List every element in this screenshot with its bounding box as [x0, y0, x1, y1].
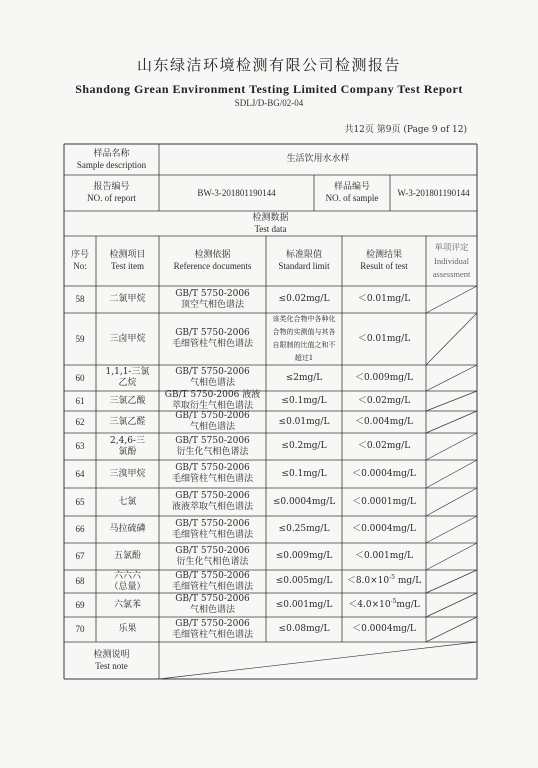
- row-item-line: 1,1,1-三氯: [105, 367, 150, 377]
- test-data-label-line: 检测数据: [252, 212, 289, 223]
- row-reference-line: 气相色谱法: [189, 605, 235, 615]
- col-header-assessment-line: assessment: [432, 268, 471, 279]
- row-reference: [159, 516, 266, 543]
- row-limit-line: 该类化合物中各种化: [272, 315, 336, 323]
- row-reference-line: GB/T 5750-2006: [175, 618, 250, 629]
- assessment-diagonal: [426, 617, 477, 642]
- row-reference: [159, 617, 266, 642]
- row-limit-line: ≤0.08mg/L: [278, 624, 330, 634]
- row-result: [342, 391, 426, 411]
- row-reference-line: GB/T 5750-2006: [175, 518, 250, 529]
- assessment-diagonal: [426, 570, 477, 593]
- document-number: SDLJ/D-BG/02-04: [234, 98, 304, 108]
- col-header-assessment-line: 单项评定: [434, 242, 469, 253]
- sample-number-label: [314, 175, 390, 211]
- col-header-item-line: 检测项目: [109, 250, 146, 260]
- col-header-reference: [159, 236, 266, 286]
- row-reference-line: GB/T 5750-2006: [175, 411, 250, 421]
- row-limit-line: ≤2mg/L: [285, 372, 323, 383]
- row-limit: [266, 286, 342, 313]
- row-result-text: ＜0.001mg/L: [354, 551, 414, 561]
- row-result-text: ＜0.02mg/L: [357, 441, 411, 451]
- row-result-text: ＜0.004mg/L: [354, 416, 414, 427]
- col-header-limit: [266, 236, 342, 286]
- row-reference-line: GB/T 5750-2006: [175, 545, 250, 556]
- row-no: [64, 460, 96, 488]
- row-item-line: 三氯乙醛: [109, 416, 146, 427]
- sample-number-value: [390, 175, 477, 211]
- row-limit-line: ≤0.1mg/L: [281, 468, 327, 479]
- row-reference: [159, 460, 266, 488]
- row-no: [64, 488, 96, 516]
- row-no-line: 61: [75, 395, 85, 406]
- row-limit: [266, 411, 342, 433]
- row-no-line: 66: [75, 524, 85, 534]
- report-number-label: [64, 175, 159, 211]
- row-reference: [159, 391, 266, 411]
- assessment-diagonal: [426, 411, 477, 433]
- test-note-label-line: Test note: [95, 660, 128, 671]
- sample-description-label: [64, 144, 159, 175]
- row-limit-line: ≤0.02mg/L: [278, 294, 330, 304]
- row-limit-line: ≤0.1mg/L: [281, 395, 327, 406]
- row-no: [64, 570, 96, 593]
- row-item-line: 五氯酚: [113, 551, 141, 561]
- sample-description-label-line: 样品名称: [93, 148, 130, 159]
- assessment-diagonal: [426, 365, 477, 391]
- row-limit: [266, 516, 342, 543]
- assessment-diagonal: [426, 460, 477, 488]
- row-reference: [159, 543, 266, 570]
- row-item-line: 2,4,6-三: [110, 435, 145, 446]
- row-no: [64, 543, 96, 570]
- col-header-assessment: [426, 236, 477, 286]
- row-item-line: 马拉硫磷: [109, 524, 146, 534]
- row-reference-line: 毛细管柱气相色谱法: [171, 581, 253, 592]
- report-number-label-line: 报告编号: [93, 182, 130, 192]
- report-title-en: Shandong Grean Environment Testing Limited Company Test Report: [75, 82, 463, 96]
- row-limit: [266, 543, 342, 570]
- test-data-label-line: Test data: [254, 223, 287, 234]
- row-result-text: ＜0.0004mg/L: [352, 524, 416, 534]
- row-result-text: ＜0.009mg/L: [354, 372, 414, 383]
- row-item-line: 六氯苯: [113, 599, 141, 610]
- row-limit-line: ≤0.001mg/L: [275, 599, 333, 610]
- row-no-line: 62: [75, 416, 85, 427]
- report-number-value: [159, 175, 314, 211]
- row-no: [64, 593, 96, 617]
- row-no: [64, 313, 96, 365]
- row-reference-line: GB/T 5750-2006 液液: [164, 390, 261, 400]
- row-limit: [266, 593, 342, 617]
- assessment-diagonal: [426, 286, 477, 313]
- row-reference-line: 毛细管柱气相色谱法: [171, 629, 253, 640]
- test-note-label-line: 检测说明: [93, 649, 130, 660]
- row-reference-line: GB/T 5750-2006: [175, 435, 250, 446]
- row-limit-line: ≤0.01mg/L: [278, 416, 330, 427]
- row-result: [342, 543, 426, 570]
- assessment-diagonal: [426, 488, 477, 516]
- row-result: [342, 411, 426, 433]
- row-result-text: ＜0.0004mg/L: [352, 468, 416, 479]
- row-result: [342, 593, 426, 617]
- row-reference: [159, 433, 266, 460]
- note-diagonal: [159, 642, 477, 679]
- row-reference-line: 毛细管柱气相色谱法: [171, 529, 253, 540]
- result-exponent: -5: [389, 574, 395, 581]
- row-result: [342, 516, 426, 543]
- row-reference: [159, 411, 266, 433]
- row-reference: [159, 286, 266, 313]
- row-item: [96, 313, 159, 365]
- row-item: [96, 391, 159, 411]
- col-header-limit-line: Standard limit: [278, 261, 330, 271]
- row-result: [342, 460, 426, 488]
- row-item: [96, 411, 159, 433]
- row-item-line: 六六六: [113, 570, 141, 581]
- col-header-result-line: 检测结果: [365, 250, 402, 260]
- row-limit-line: 超过1: [294, 354, 314, 362]
- row-result: [342, 286, 426, 313]
- col-header-limit-line: 标准限值: [285, 250, 322, 260]
- row-result: [342, 313, 426, 365]
- row-item: [96, 516, 159, 543]
- row-limit-line: ≤0.009mg/L: [275, 551, 333, 561]
- row-item: [96, 593, 159, 617]
- row-no: [64, 286, 96, 313]
- row-reference-line: GB/T 5750-2006: [175, 570, 250, 581]
- row-item: [96, 433, 159, 460]
- col-header-assessment-line: Individual: [434, 255, 469, 266]
- report-title-cn: 山东绿洁环境检测有限公司检测报告: [136, 56, 401, 74]
- row-result: [342, 570, 426, 593]
- page-info: 共12页 第9页 (Page 9 of 12): [344, 125, 467, 135]
- row-item-line: （总量）: [109, 581, 146, 592]
- row-limit: [266, 617, 342, 642]
- row-result-text: $<4.0\times 10^{-5}mg/L$: [348, 597, 420, 610]
- result-exponent: -5: [390, 597, 397, 605]
- row-item: [96, 460, 159, 488]
- assessment-diagonal: [426, 516, 477, 543]
- row-limit: [266, 570, 342, 593]
- assessment-diagonal: [426, 433, 477, 460]
- row-reference-line: GB/T 5750-2006: [175, 463, 250, 473]
- sample-number-label-line: 样品编号: [333, 182, 370, 192]
- row-result-text: $<8.0\times 10^{-5}$ mg/L: [346, 574, 422, 586]
- test-note-label: [64, 642, 159, 679]
- row-no-line: 69: [75, 599, 85, 610]
- assessment-diagonal: [426, 313, 477, 365]
- row-reference-line: GB/T 5750-2006: [175, 491, 250, 501]
- row-no: [64, 617, 96, 642]
- row-reference-line: 顶空气相色谱法: [180, 299, 244, 310]
- row-item: [96, 286, 159, 313]
- test-data-label: [64, 211, 477, 236]
- sample-description-value-line: 生活饮用水水样: [286, 154, 350, 164]
- row-reference-line: 毛细管柱气相色谱法: [171, 474, 253, 484]
- row-reference: [159, 313, 266, 365]
- col-header-item-line: Test item: [110, 261, 145, 271]
- row-result-text: ＜0.01mg/L: [357, 333, 411, 344]
- row-limit-line: ≤0.2mg/L: [281, 441, 327, 451]
- row-result-text: ＜0.0004mg/L: [352, 624, 416, 634]
- row-result: [342, 488, 426, 516]
- sample-number-value-line: W-3-201801190144: [397, 187, 470, 198]
- col-header-seq-line: No:: [73, 261, 87, 271]
- row-item-line: 乙烷: [118, 378, 137, 388]
- row-limit-line: ≤0.0004mg/L: [272, 496, 336, 507]
- assessment-diagonal: [426, 391, 477, 411]
- row-result-text: ＜0.02mg/L: [357, 395, 411, 406]
- row-limit: [266, 488, 342, 516]
- assessment-diagonal: [426, 593, 477, 617]
- row-item-line: 七氯: [118, 496, 137, 507]
- row-no-line: 68: [75, 576, 85, 586]
- row-no: [64, 516, 96, 543]
- sample-number-label-line: NO. of sample: [325, 193, 379, 203]
- row-reference-line: 气相色谱法: [189, 378, 235, 388]
- row-result: [342, 365, 426, 391]
- row-reference: [159, 365, 266, 391]
- row-reference-line: 衍生化气相色谱法: [176, 446, 249, 457]
- row-no: [64, 365, 96, 391]
- col-header-seq: [64, 236, 96, 286]
- row-result: [342, 433, 426, 460]
- row-limit: [266, 433, 342, 460]
- row-item: [96, 543, 159, 570]
- sample-description-value: [159, 144, 477, 175]
- row-no-line: 59: [75, 333, 85, 344]
- row-limit-line: ≤0.005mg/L: [275, 576, 333, 586]
- row-reference-line: GB/T 5750-2006: [175, 288, 250, 299]
- row-item-line: 三氯乙酸: [109, 395, 146, 406]
- col-header-reference-line: 检测依据: [194, 250, 231, 260]
- row-no-line: 70: [75, 624, 85, 634]
- row-no: [64, 411, 96, 433]
- row-reference-line: 衍生化气相色谱法: [176, 556, 249, 567]
- row-reference: [159, 488, 266, 516]
- col-header-result: [342, 236, 426, 286]
- row-item-line: 乐果: [118, 624, 137, 634]
- row-limit: [266, 460, 342, 488]
- row-item: [96, 617, 159, 642]
- row-no-line: 63: [75, 441, 85, 451]
- row-no-line: 58: [75, 294, 85, 304]
- report-number-label-line: NO. of report: [87, 193, 136, 203]
- row-reference-line: GB/T 5750-2006: [175, 328, 250, 338]
- row-item-line: 二氯甲烷: [109, 294, 146, 304]
- row-reference-line: 毛细管柱气相色谱法: [171, 339, 253, 349]
- row-no-line: 60: [75, 372, 85, 383]
- row-limit: [266, 391, 342, 411]
- row-item-line: 三溴甲烷: [109, 468, 146, 479]
- row-reference-line: GB/T 5750-2006: [175, 594, 250, 604]
- row-reference-line: 气相色谱法: [189, 422, 235, 432]
- row-reference-line: 液液萃取气相色谱法: [171, 502, 253, 512]
- col-header-item: [96, 236, 159, 286]
- col-header-reference-line: Reference documents: [173, 261, 252, 271]
- row-no: [64, 391, 96, 411]
- row-result-text: ＜0.01mg/L: [357, 294, 411, 304]
- row-no-line: 65: [75, 496, 85, 507]
- row-item: [96, 365, 159, 391]
- row-result: [342, 617, 426, 642]
- col-header-result-line: Result of test: [360, 261, 408, 271]
- row-limit-line: 自限制的比值之和不: [272, 341, 336, 349]
- row-item-line: 氯酚: [118, 446, 137, 457]
- report-number-value-line: BW-3-201801190144: [197, 187, 276, 198]
- row-no: [64, 433, 96, 460]
- row-no-line: 67: [75, 551, 85, 561]
- row-item: [96, 488, 159, 516]
- row-reference-line: 萃取衍生气相色谱法: [171, 401, 253, 411]
- row-no-line: 64: [75, 468, 85, 479]
- row-reference: [159, 593, 266, 617]
- row-item-line: 三卤甲烷: [109, 333, 146, 344]
- assessment-diagonal: [426, 543, 477, 570]
- row-limit-line: ≤0.25mg/L: [278, 524, 330, 534]
- sample-description-label-line: Sample description: [76, 159, 147, 170]
- row-item: [96, 570, 159, 593]
- col-header-seq-line: 序号: [70, 250, 89, 260]
- row-limit-line: 合物的实测值与其各: [272, 328, 336, 336]
- row-limit: [266, 365, 342, 391]
- row-limit: [266, 313, 342, 365]
- row-reference: [159, 570, 266, 593]
- row-result-text: ＜0.0001mg/L: [352, 496, 416, 507]
- row-reference-line: GB/T 5750-2006: [175, 367, 250, 377]
